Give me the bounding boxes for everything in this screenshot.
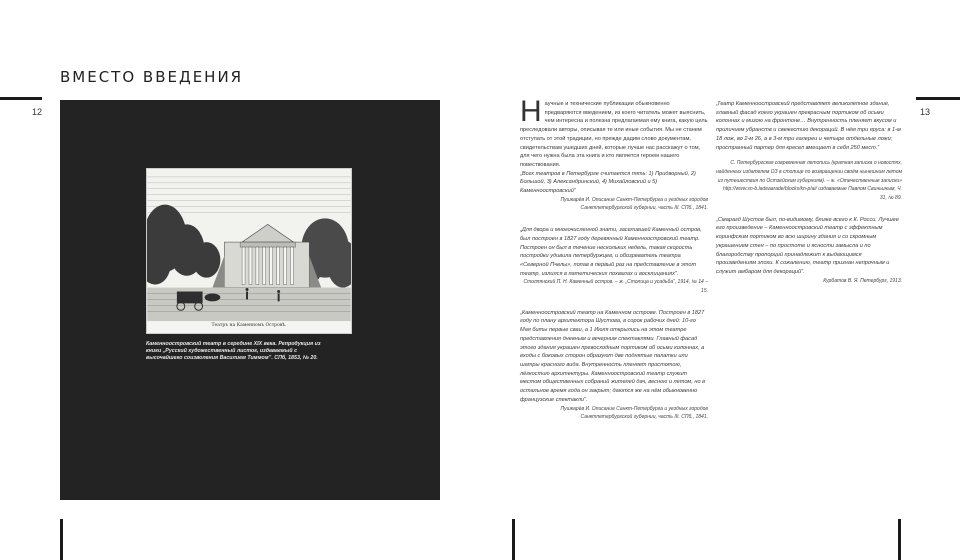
page-title: ВМЕСТО ВВЕДЕНИЯ: [60, 68, 244, 86]
engraving-inscription: Театръ на Каменномъ Островѣ.: [211, 323, 287, 328]
left-page-number: 12: [32, 107, 43, 117]
drop-cap: Н: [520, 95, 542, 128]
quote-shustov: „Смарагд Шустов был, по-видимому, ближе всего к К. Росси. Лучшее его произведение – Каменноостровский театр с эффектным коринфским портиком во всю ширину здания и со скромным украшением стен – по простоте и ясности замысла и по благородству пропорций принадлежит к выдающимся произведениям эпохи. К сожалению, театр признан непрочным и служит амбаром для декораций”.: [716, 216, 899, 275]
quote-theatres-count: „Всех театров в Петербурге считается пять: 1) Придворный, 2) Большой, 3) Александринский, 4) Михайловский и 5) Каменноостровский”: [520, 170, 696, 195]
quote-magnificent-building: „Театр Каменноостровский представляет великолепное здание, главный фасад коего украшен прекрасным портиком об осьми колоннах и мизою на фронтоне… Внутренность пленяет вкусом и приличием убранств и свежестию декораций. В нём три яруса: в 1-м 18 лож, во 2-м 26, а в 3-м три галереи и четыре отдельные ложи; пространный партер для кресел вмещает в себя 250 мест.”: [716, 101, 901, 151]
quote-wooden-theatre: „Для двора и многочисленной знати, заселившей Каменный остров, был построен в 1827 году деревянный Каменноостровский театр. Построен он был в течение нескольких недель, такая скорость постройки удивила петербуржцев, и обозреватель театра «Северной Пчелы», попав в первый раз на представление в этот театр, излился в патетических похвалах и восклицаниях”.: [520, 227, 702, 277]
source-citation: С. Петербургская современная летопись (краткая записка о новостях, найденных издателем ОЗ в столице по возвращении своём нынешним летом из путешествия по Остзейским губерниям). – ж. «Отечественные записки» http://www.sn-b.ladeaarade/blocks/kn-p/ai/ издаваемые Павлом Свиньиным, Ч. 31, № 89.: [716, 160, 903, 202]
source-citation: Столпянский П. Н. Каменный остров. – ж. „Столица и усадьба”, 1914, № 14 – 15.: [523, 279, 708, 295]
theatre-engraving-image: [146, 168, 352, 334]
quote-theatre-description: „Каменноостровский театр на Каменном острове. Построен в 1827 году по плану архитектора Шустова, в сорок рабочих дней: 10-го Мая биты первые сваи, а 1 Июля открылись на этом театре представления дневным и вечерним спектаклями. Главный фасад этого здания украшен превосходным портиком об осьми колоннах, а входы с боковых сторон образуют две поднятые палатки или шатры красного вида. Внутренность пленяет простотою, лёгкостию архитектуры. Каменноостровский театр служит местом общественных собраний жителей дач, весною и летом, но в остальное время года он закрыт; даются же на нём обыкновенно французские спектакли”.: [520, 309, 706, 403]
source-citation: Пушкарёв И. Описание Санкт-Петербурга и уездных городов Санктпетербургской губернии, часть III. СПб., 1841.: [560, 405, 708, 421]
image-caption: Каменноостровский театр в середине XIX века. Репродукция из книги „Русский художественный листок, издаваемый с высочайшего соизволения Василием Тиммом”. СПб, 1853, № 20.: [146, 341, 321, 362]
right-page-number: 13: [920, 107, 931, 117]
text-column-right: [716, 100, 902, 285]
source-citation: Пушкарёв И. Описание Санкт-Петербурга и уездных городов Санктпетербургской губернии, часть III. СПб., 1841.: [560, 196, 708, 212]
text-column-left: [520, 95, 708, 422]
bottom-rule-right: [898, 519, 901, 560]
bottom-rule-left: [60, 519, 63, 560]
intro-paragraph: Научные и технические публикации обыкновенно предваряются введением, из коего читатель может выяснить, чем интересна и полезна предлагаемая ему книга, какую цель преследовали авторы, описывая те или иные события. Мы не станем отступать от этой традиции, но прежде дадим слово документам, свидетельствам ушедших дней, которые лучше нас расскажут о том, для чего нужна была эта книга и кто является героем нашего повествования.: [520, 95, 708, 168]
source-citation: Курбатов В. Я. Петербург, 1913.: [823, 277, 902, 284]
left-page-marker-bar: [0, 97, 42, 100]
right-page-marker-bar: [916, 97, 960, 100]
bottom-rule-center: [512, 519, 515, 560]
